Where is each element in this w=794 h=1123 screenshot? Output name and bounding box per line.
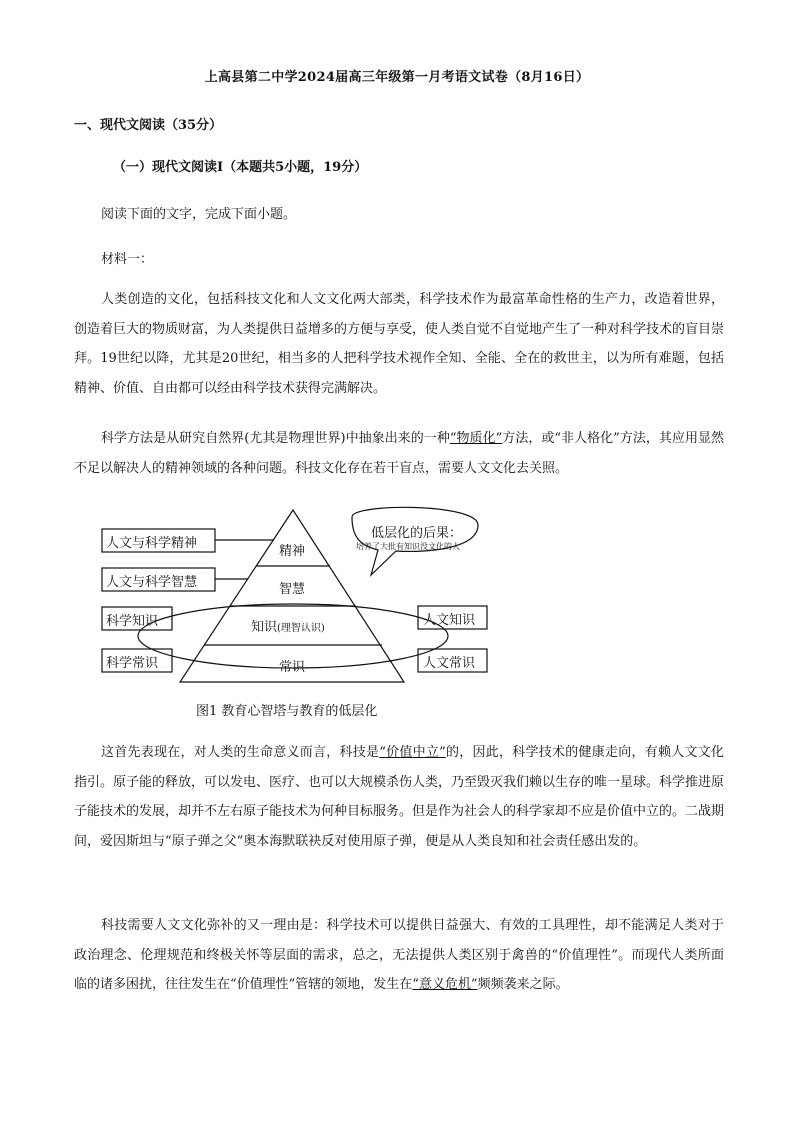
right-box-humanities-common-sense: 人文常识 — [423, 656, 476, 671]
paragraph-1: 人类创造的文化，包括科技文化和人文文化两大部类，科学技术作为最富革命性格的生产力，改造着世界，创造着巨大的物质财富，为人类提供日益增多的方便与享受，使人类自觉不自觉地产生了一种对科学技术的盲目崇拜。19世纪以降，尤其是20世纪，相当多的人把科学技术视作全知、全能、全在的救世主，以为所有难题，包括精神、价值、自由都可以经由科学技术获得完满解决。 — [74, 292, 725, 396]
paragraph-2-part-b: 方法，或“非人格化”方法，其应用显然不足以解决人的精神领域的各种问题。科技文化存在若干盲点，需要人文文化去关照。 — [74, 431, 725, 476]
pyramid-level-common-sense: 常识 — [279, 660, 306, 675]
right-box-humanities-knowledge: 人文知识 — [423, 613, 476, 628]
underlined-term-value-neutral: “价值中立” — [379, 745, 446, 760]
paragraph-4 — [74, 911, 724, 1000]
left-box-humanities-science-wisdom: 人文与科学智慧 — [106, 575, 198, 590]
knowledge-sublabel: (理智认识) — [277, 623, 325, 634]
paragraph-4-part-a: 科技需要人文文化弥补的又一理由是：科学技术可以提供日益强大、有效的工具理性，却不能满足人类对于政治理念、伦理规范和终极关怀等层面的需求，总之，无法提供人类区别于禽兽的“价值理性”。而现代人类所面临的诸多困扰，往往发生在“价值理性”管辖的领地，发生在 — [74, 918, 724, 992]
underlined-term-materialization: “物质化” — [449, 431, 503, 446]
material-label: 材料一： — [101, 252, 154, 267]
pyramid-level-spirit: 精神 — [279, 544, 306, 559]
sub-section-heading: （一）现代文阅读Ⅰ（本题共5小题，19分） — [113, 160, 368, 175]
figure-caption: 图1 教育心智塔与教育的低层化 — [196, 704, 378, 719]
paragraph-3-part-b: 的，因此，科学技术的健康走向，有赖人文文化指引。原子能的释放，可以发电、医疗、也可以大规模杀伤人类，乃至毁灭我们赖以生存的唯一星球。科学推进原子能技术的发展，却并不左右原子能技术为何种目标服务。但是作为社会人的科学家却不应是价值中立的。二战期间，爱因斯坦与“原子弹之父”奥本海默联袂反对使用原子弹，便是从人类良知和社会责任感出发的。 — [74, 745, 725, 849]
left-box-humanities-science-spirit: 人文与科学精神 — [106, 536, 198, 551]
paragraph-3-part-a: 这首先表现在，对人类的生命意义而言，科技是 — [101, 745, 380, 760]
left-box-science-common-sense: 科学常识 — [106, 656, 159, 671]
paragraph-2 — [74, 424, 724, 483]
underlined-term-meaning-crisis: “意义危机” — [412, 977, 478, 992]
exam-title: 上高县第二中学2024届高三年级第一月考语文试卷（8月16日） — [204, 70, 590, 85]
mind-pyramid-figure — [96, 505, 496, 685]
knowledge-label: 知识 — [251, 620, 278, 635]
bubble-title: 低层化的后果： — [371, 526, 463, 541]
left-box-science-knowledge: 科学知识 — [106, 614, 159, 629]
instruction-text: 阅读下面的文字，完成下面小题。 — [101, 207, 297, 222]
paragraph-4-part-b: 频频袭来之际。 — [477, 977, 569, 992]
bubble-text: 培养了大批有知识没文化的人 — [356, 542, 460, 551]
pyramid-level-wisdom: 智慧 — [279, 582, 306, 597]
paragraph-3 — [74, 738, 724, 856]
pyramid-level-knowledge — [251, 616, 325, 635]
paragraph-2-part-a: 科学方法是从研究自然界(尤其是物理世界)中抽象出来的一种 — [101, 431, 450, 446]
section-heading: 一、现代文阅读（35分） — [74, 118, 223, 133]
